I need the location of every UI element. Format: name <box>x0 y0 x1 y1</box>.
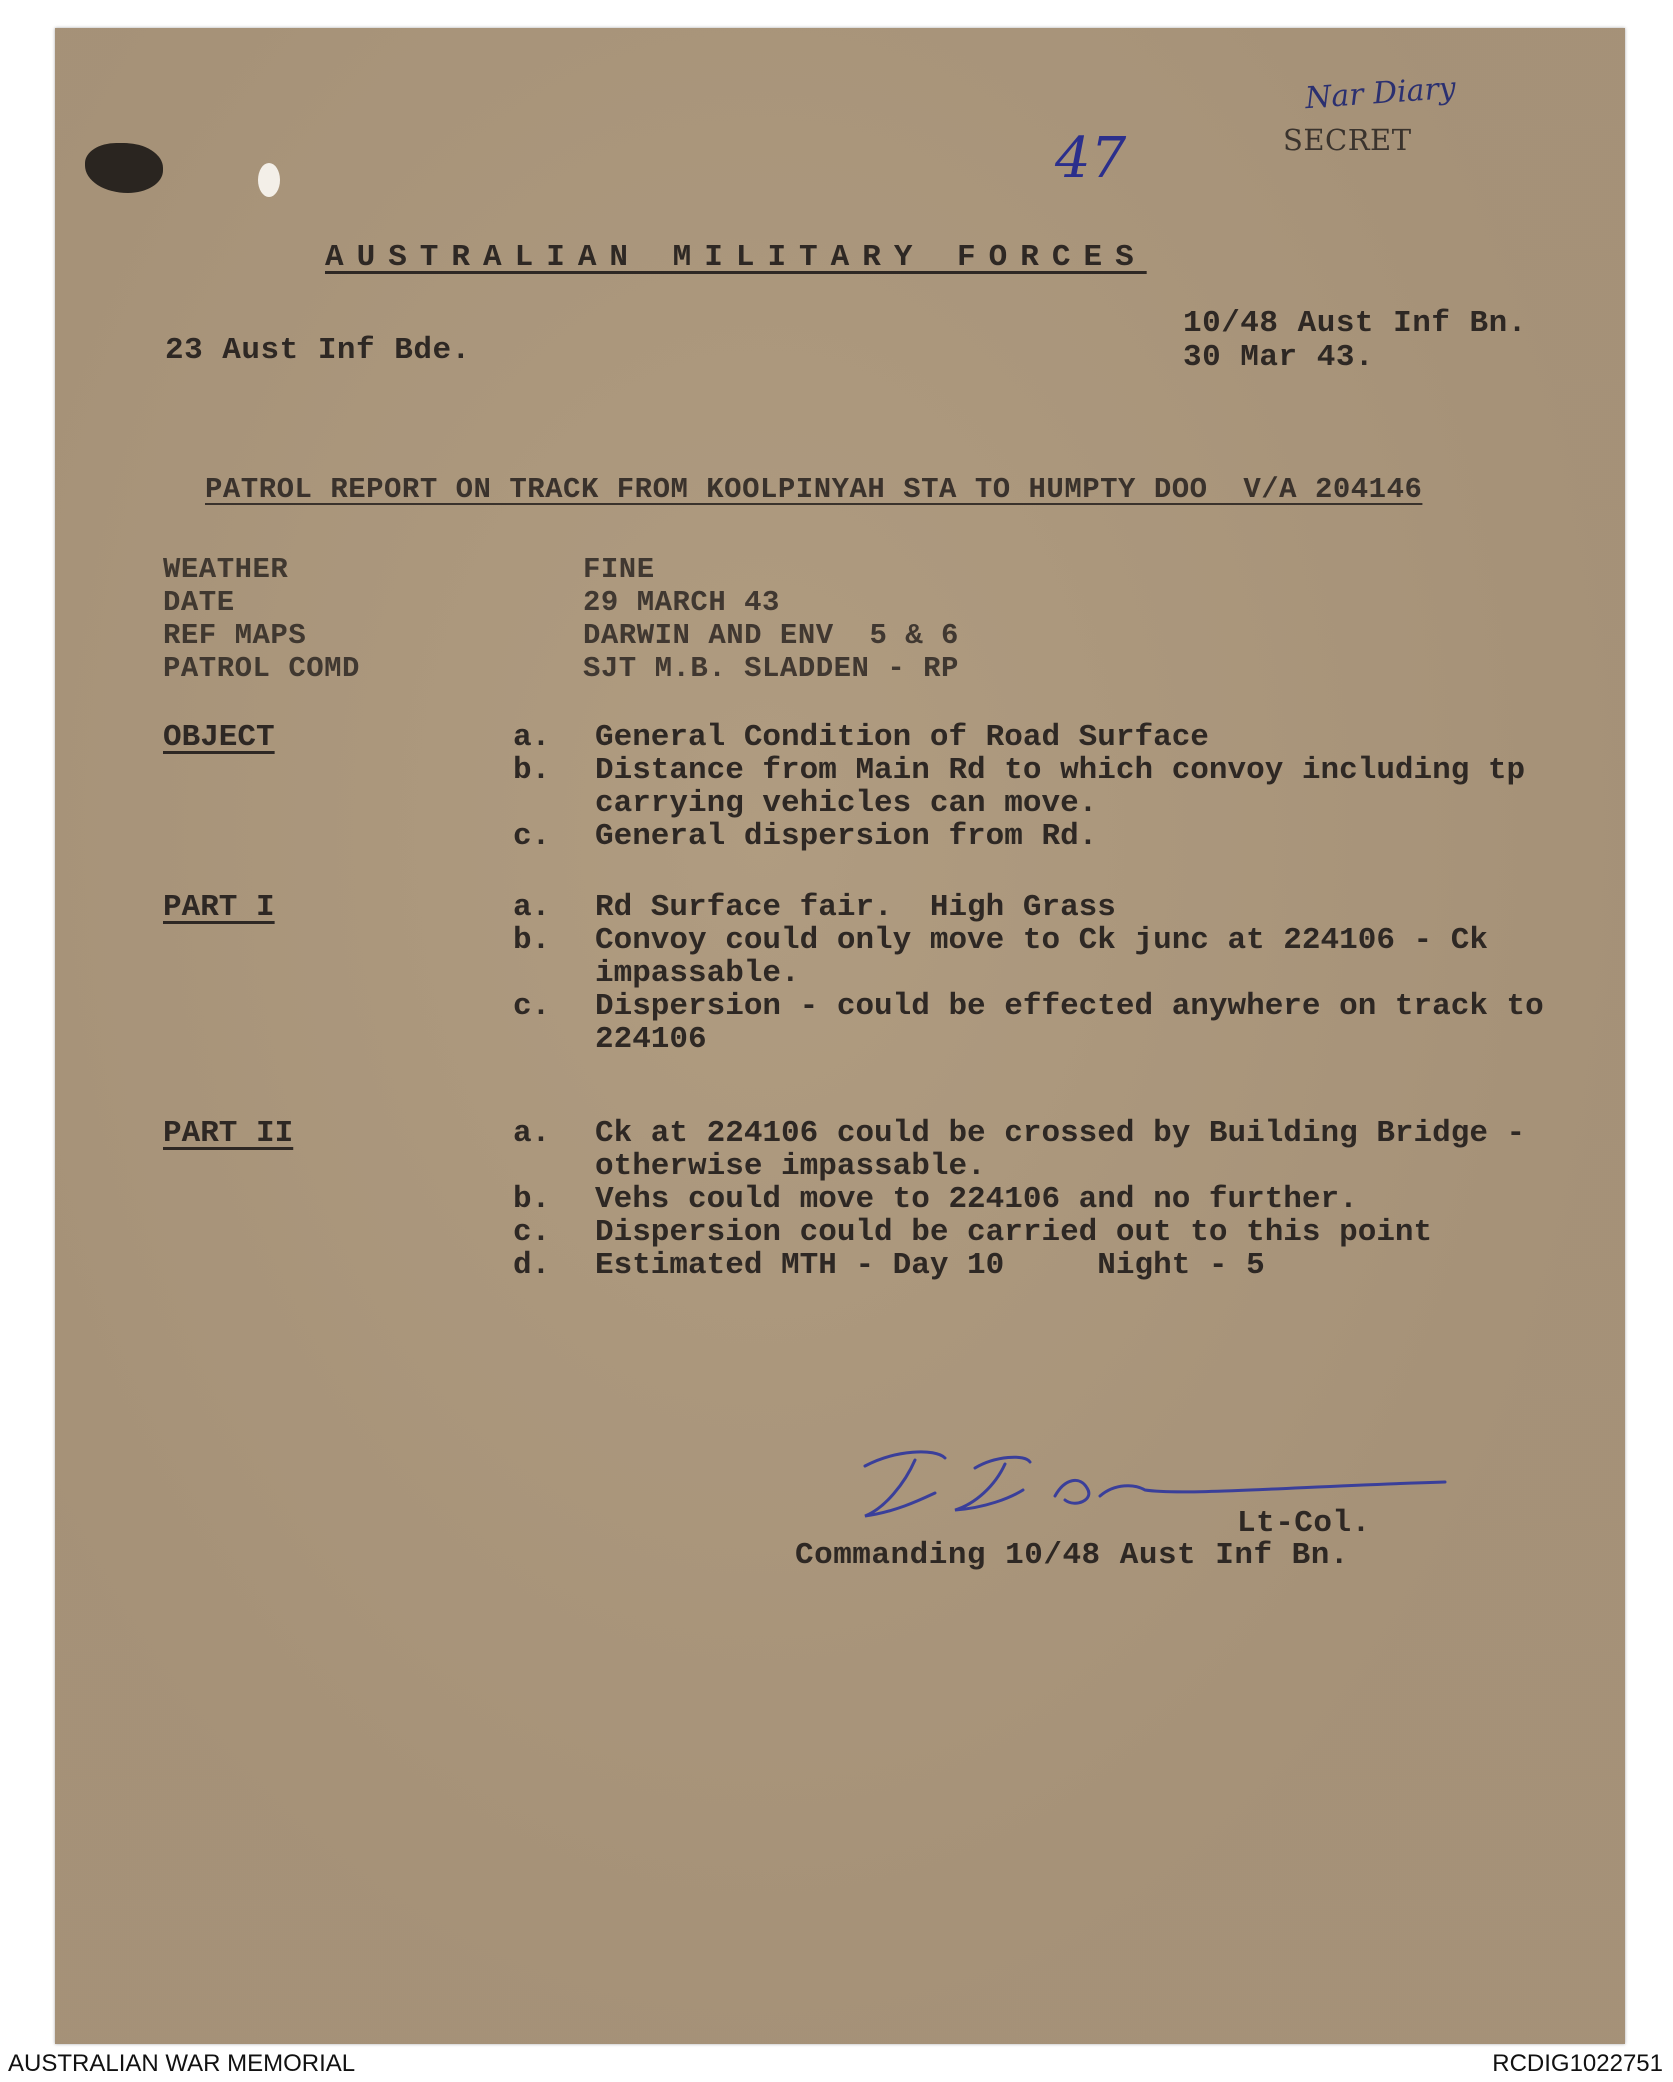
corner-handwritten-note: Nar Diary <box>1303 70 1457 117</box>
part-2-list <box>513 1116 1525 1281</box>
punch-hole <box>258 163 280 197</box>
list-item: a. General Condition of Road Surface <box>513 720 1209 755</box>
document-date: 30 Mar 43. <box>1183 340 1375 375</box>
page-number-annotation: 47 <box>1055 126 1127 191</box>
sender-unit: 10/48 Aust Inf Bn. <box>1183 306 1527 341</box>
report-title: PATROL REPORT ON TRACK FROM KOOLPINYAH STA TO HUMPTY DOO V/A 204146 <box>205 473 1423 506</box>
detail-value-date: 29 MARCH 43 <box>583 586 780 619</box>
list-item: b. Vehs could move to 224106 and no further. <box>513 1182 1358 1217</box>
list-item-continuation: impassable. <box>595 956 800 991</box>
list-item: c. Dispersion - could be effected anywhere on track to <box>513 989 1544 1024</box>
list-item-continuation: 224106 <box>595 1022 707 1057</box>
list-item: a. Ck at 224106 could be crossed by Building Bridge - <box>513 1116 1526 1151</box>
addressee: 23 Aust Inf Bde. <box>165 333 471 368</box>
list-item: b. Convoy could only move to Ck junc at 224106 - Ck <box>513 923 1488 958</box>
detail-label-weather: WEATHER <box>163 553 289 586</box>
list-item: d. Estimated MTH - Day 10 Night - 5 <box>513 1248 1265 1283</box>
detail-label-patrol-comd: PATROL COMD <box>163 652 360 685</box>
part-1-list <box>513 890 1544 1055</box>
list-item: b. Distance from Main Rd to which convoy including tp <box>513 753 1526 788</box>
document-heading: AUSTRALIAN MILITARY FORCES <box>325 240 1147 275</box>
detail-value-weather: FINE <box>583 553 655 586</box>
list-item-continuation: carrying vehicles can move. <box>595 786 1098 821</box>
signatory-role: Commanding 10/48 Aust Inf Bn. <box>795 1538 1349 1573</box>
classification-mark: SECRET <box>1283 123 1412 157</box>
punch-hole-stain <box>85 143 163 193</box>
section-heading-object: OBJECT <box>163 720 275 755</box>
list-item: c. General dispersion from Rd. <box>513 819 1098 854</box>
list-item-continuation: otherwise impassable. <box>595 1149 986 1184</box>
detail-value-patrol-comd: SJT M.B. SLADDEN - RP <box>583 652 959 685</box>
detail-label-date: DATE <box>163 586 235 619</box>
footer-reference: RCDIG1022751 <box>1492 2050 1663 2077</box>
detail-label-ref-maps: REF MAPS <box>163 619 307 652</box>
signatory-rank: Lt-Col. <box>1237 1506 1371 1541</box>
section-heading-part-2: PART II <box>163 1116 294 1151</box>
list-item: c. Dispersion could be carried out to this point <box>513 1215 1433 1250</box>
object-list <box>513 720 1525 852</box>
section-heading-part-1: PART I <box>163 890 275 925</box>
detail-value-ref-maps: DARWIN AND ENV 5 & 6 <box>583 619 959 652</box>
footer-institution: AUSTRALIAN WAR MEMORIAL <box>8 2050 356 2077</box>
list-item: a. Rd Surface fair. High Grass <box>513 890 1116 925</box>
document-page <box>55 28 1625 2044</box>
